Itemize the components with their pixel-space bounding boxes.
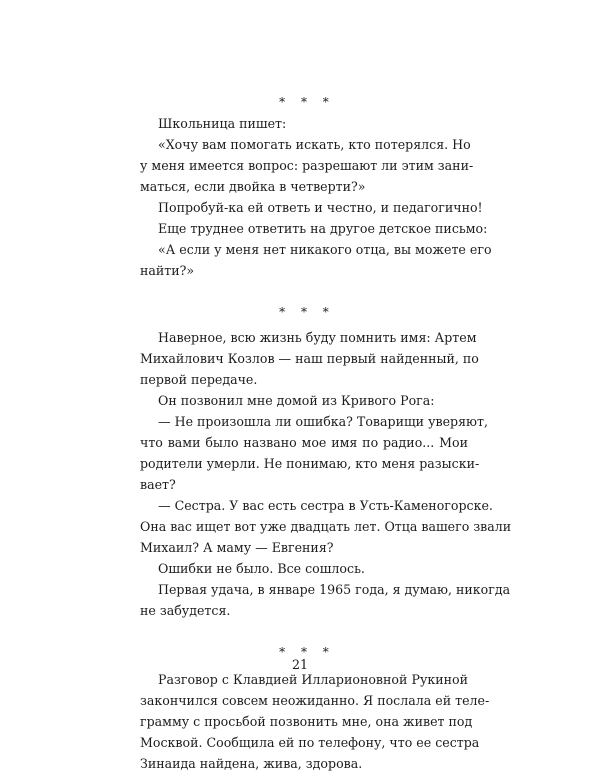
paragraph-line: что вами было названо мое имя по радио... Мои [140, 435, 468, 450]
paragraph-line: грамму с просьбой позвонить мне, она живет под [140, 714, 473, 729]
paragraph-line: «Хочу вам помогать искать, кто потерялся. Но [158, 137, 471, 152]
paragraph-line: Школьница пишет: [158, 116, 287, 131]
paragraph-line: Михаил? А маму — Евгения? [140, 540, 334, 555]
paragraph-line: Попробуй-ка ей ответь и честно, и педагогично! [158, 200, 483, 215]
paragraph-line: не забудется. [140, 603, 231, 618]
section-separator: * * * [279, 305, 335, 319]
paragraph-line: — Не произошла ли ошибка? Товарищи уверяют, [158, 414, 488, 429]
section-2 [140, 302, 512, 621]
paragraph-line: Ошибки не было. Все сошлось. [158, 561, 365, 576]
paragraph-line: родители умерли. Не понимаю, кто меня разыски- [140, 456, 480, 471]
section-separator: * * * [279, 645, 335, 659]
paragraph-line: Он позвонил мне домой из Кривого Рога: [158, 393, 435, 408]
paragraph-line: закончился совсем неожиданно. Я послала ей теле- [140, 693, 490, 708]
paragraph-line: первой передаче. [140, 372, 258, 387]
paragraph-line: вает? [140, 477, 176, 492]
paragraph-line: Первая удача, в январе 1965 года, я думаю, никогда [158, 582, 511, 597]
paragraph-line: Зинаида найдена, жива, здорова. [140, 756, 363, 771]
paragraph-line: Москвой. Сообщила ей по телефону, что ее сестра [140, 735, 480, 750]
paragraph-line: Наверное, всю жизнь буду помнить имя: Артем [158, 330, 477, 345]
paragraph-line: «А если у меня нет никакого отца, вы можете его [158, 242, 492, 257]
page-number: 21 [291, 657, 309, 672]
paragraph-line: Она вас ищет вот уже двадцать лет. Отца вашего звали [140, 519, 512, 534]
paragraph-line: Разговор с Клавдией Илларионовной Рукиной [158, 672, 468, 687]
paragraph-line: Еще труднее ответить на другое детское письмо: [158, 221, 488, 236]
paragraph-line: у меня имеется вопрос: разрешают ли этим зани- [140, 158, 474, 173]
paragraph-line: — Сестра. У вас есть сестра в Усть-Каменогорске. [158, 498, 493, 513]
section-separator: * * * [279, 95, 335, 109]
section-1 [140, 92, 492, 281]
paragraph-line: маться, если двойка в четверти?» [140, 179, 366, 194]
paragraph-line: найти?» [140, 263, 195, 278]
paragraph-line: Михайлович Козлов — наш первый найденный, по [140, 351, 479, 366]
